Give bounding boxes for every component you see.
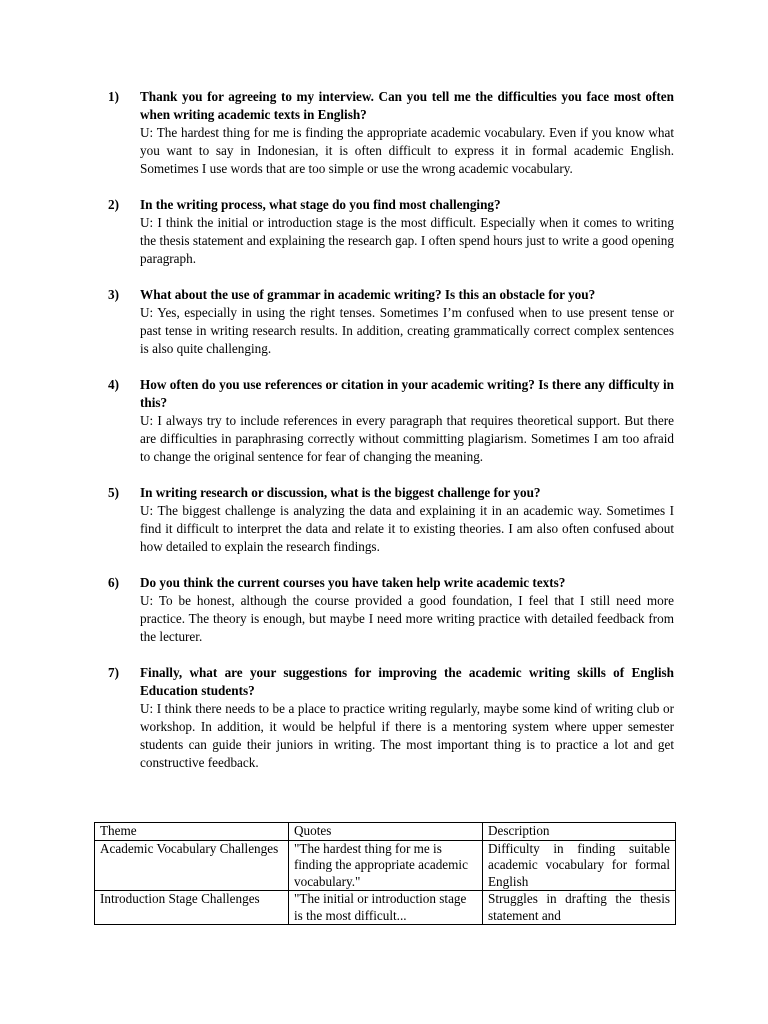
list-item — [108, 574, 674, 646]
list-item — [108, 196, 674, 268]
description-cell: Struggles in drafting the thesis statement and — [483, 891, 676, 925]
answer-text: U: The hardest thing for me is finding the appropriate academic vocabulary. Even if you know what you want to say in Indonesian, it is often difficult to express it in formal academic English. Sometimes I use words that are too simple or use the wrong academic vocabulary. — [140, 125, 674, 176]
list-item — [108, 286, 674, 358]
answer-text: U: Yes, especially in using the right tenses. Sometimes I’m confused when to use present tense or past tense in writing research results. In addition, creating grammatically correct complex sentences is also quite challenging. — [140, 305, 674, 356]
table-row — [95, 840, 676, 891]
interview-list — [108, 88, 674, 790]
question-text: Thank you for agreeing to my interview. Can you tell me the difficulties you face most often when writing academic texts in English? — [140, 89, 674, 122]
themes-table — [94, 822, 676, 925]
question-text: What about the use of grammar in academic writing? Is this an obstacle for you? — [140, 287, 596, 302]
answer-text: U: I think the initial or introduction stage is the most difficult. Especially when it comes to writing the thesis statement and explaining the research gap. I often spend hours just to write a good opening paragraph. — [140, 215, 674, 266]
item-number: 7) — [108, 665, 119, 680]
answer-text: U: I always try to include references in every paragraph that requires theoretical support. But there are difficulties in paraphrasing correctly without committing plagiarism. Sometimes I am too afraid to change the original sentence for fear of changing the meaning. — [140, 413, 674, 464]
question-text: How often do you use references or citation in your academic writing? Is there any difficulty in this? — [140, 377, 674, 410]
question-text: Finally, what are your suggestions for improving the academic writing skills of English Education students? — [140, 665, 674, 698]
answer-text: U: To be honest, although the course provided a good foundation, I feel that I still need more practice. The theory is enough, but maybe I need more writing practice with detailed feedback from the lecturer. — [140, 593, 674, 644]
column-header-description: Description — [483, 823, 676, 841]
list-item — [108, 88, 674, 178]
item-number: 2) — [108, 197, 119, 212]
item-number: 5) — [108, 485, 119, 500]
question-text: In the writing process, what stage do you find most challenging? — [140, 197, 501, 212]
theme-cell: Academic Vocabulary Challenges — [95, 840, 289, 891]
question-text: Do you think the current courses you have taken help write academic texts? — [140, 575, 566, 590]
answer-text: U: I think there needs to be a place to practice writing regularly, maybe some kind of writing club or workshop. In addition, it would be helpful if there is a mentoring system where upper semester students can guide their juniors in writing. The most important thing is to practice a lot and get constructive feedback. — [140, 701, 674, 770]
item-number: 3) — [108, 287, 119, 302]
themes-table-wrapper — [94, 822, 675, 925]
quote-cell: "The initial or introduction stage is the most difficult... — [289, 891, 483, 925]
description-cell: Difficulty in finding suitable academic vocabulary for formal English — [483, 840, 676, 891]
table-header-row — [95, 823, 676, 841]
quote-cell: "The hardest thing for me is finding the appropriate academic vocabulary." — [289, 840, 483, 891]
item-number: 1) — [108, 89, 119, 104]
theme-cell: Introduction Stage Challenges — [95, 891, 289, 925]
column-header-theme: Theme — [95, 823, 289, 841]
answer-text: U: The biggest challenge is analyzing the data and explaining it in an academic way. Sometimes I find it difficult to interpret the data and relate it to existing theories. I am also often confused about how detailed to explain the research findings. — [140, 503, 674, 554]
list-item — [108, 664, 674, 772]
list-item — [108, 376, 674, 466]
item-number: 6) — [108, 575, 119, 590]
question-text: In writing research or discussion, what is the biggest challenge for you? — [140, 485, 541, 500]
column-header-quotes: Quotes — [289, 823, 483, 841]
item-number: 4) — [108, 377, 119, 392]
table-row — [95, 891, 676, 925]
list-item — [108, 484, 674, 556]
